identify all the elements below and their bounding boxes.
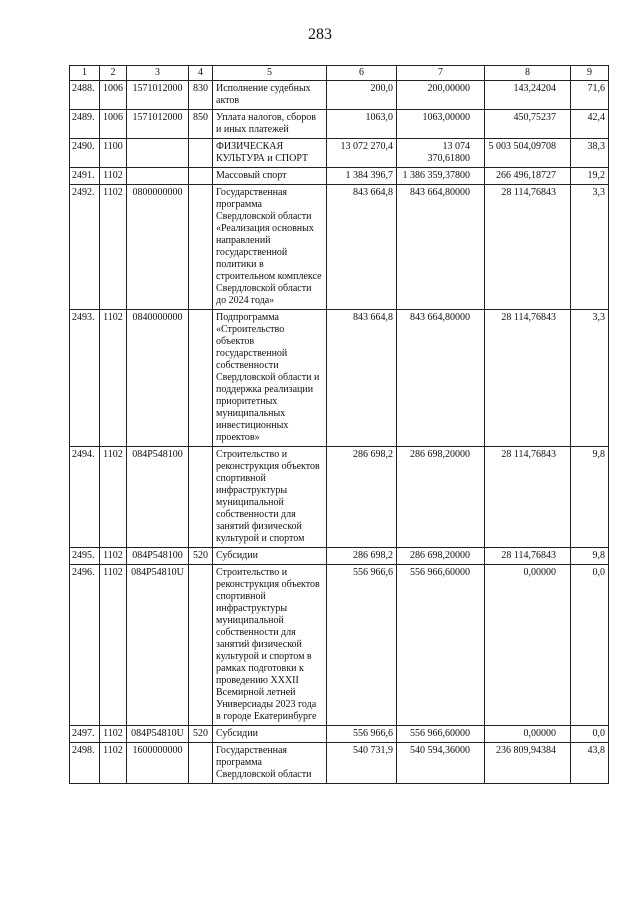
expense-type: 520 bbox=[189, 726, 213, 743]
table-row bbox=[70, 726, 609, 743]
executed-amount: 143,24204 bbox=[485, 81, 571, 110]
expense-type: 850 bbox=[189, 110, 213, 139]
expense-type bbox=[189, 743, 213, 784]
adjusted-amount: 200,00000 bbox=[397, 81, 485, 110]
expense-type bbox=[189, 565, 213, 726]
target-code: 1600000000 bbox=[127, 743, 189, 784]
execution-percent: 19,2 bbox=[571, 168, 609, 185]
planned-amount: 286 698,2 bbox=[327, 548, 397, 565]
item-name: Субсидии bbox=[213, 726, 327, 743]
section-code: 1102 bbox=[100, 726, 127, 743]
executed-amount: 266 496,18727 bbox=[485, 168, 571, 185]
table-row bbox=[70, 139, 609, 168]
adjusted-amount: 540 594,36000 bbox=[397, 743, 485, 784]
item-name: Исполнение судебных актов bbox=[213, 81, 327, 110]
row-number: 2495. bbox=[70, 548, 100, 565]
execution-percent: 3,3 bbox=[571, 185, 609, 310]
budget-table bbox=[69, 65, 609, 784]
target-code: 084P54810U bbox=[127, 726, 189, 743]
header-cell: 1 bbox=[70, 66, 100, 81]
adjusted-amount: 556 966,60000 bbox=[397, 726, 485, 743]
expense-type bbox=[189, 447, 213, 548]
planned-amount: 286 698,2 bbox=[327, 447, 397, 548]
adjusted-amount: 286 698,20000 bbox=[397, 447, 485, 548]
executed-amount: 28 114,76843 bbox=[485, 548, 571, 565]
header-row bbox=[70, 66, 609, 81]
row-number: 2491. bbox=[70, 168, 100, 185]
header-cell: 9 bbox=[571, 66, 609, 81]
header-cell: 8 bbox=[485, 66, 571, 81]
table-row bbox=[70, 110, 609, 139]
target-code: 1571012000 bbox=[127, 110, 189, 139]
table-row bbox=[70, 168, 609, 185]
target-code: 084P54810U bbox=[127, 565, 189, 726]
target-code: 1571012000 bbox=[127, 81, 189, 110]
table-row bbox=[70, 565, 609, 726]
execution-percent: 42,4 bbox=[571, 110, 609, 139]
adjusted-amount: 1063,00000 bbox=[397, 110, 485, 139]
row-number: 2497. bbox=[70, 726, 100, 743]
item-name: Государственная программа Свердловской области bbox=[213, 743, 327, 784]
planned-amount: 1063,0 bbox=[327, 110, 397, 139]
adjusted-amount: 843 664,80000 bbox=[397, 185, 485, 310]
section-code: 1102 bbox=[100, 565, 127, 726]
item-name: Строительство и реконструкция объектов спортивной инфраструктуры муниципальной собственности для занятий физической культурой и спортом bbox=[213, 447, 327, 548]
section-code: 1102 bbox=[100, 168, 127, 185]
executed-amount: 28 114,76843 bbox=[485, 447, 571, 548]
executed-amount: 236 809,94384 bbox=[485, 743, 571, 784]
planned-amount: 556 966,6 bbox=[327, 726, 397, 743]
target-code bbox=[127, 139, 189, 168]
executed-amount: 0,00000 bbox=[485, 726, 571, 743]
planned-amount: 1 384 396,7 bbox=[327, 168, 397, 185]
table-row bbox=[70, 310, 609, 447]
row-number: 2492. bbox=[70, 185, 100, 310]
section-code: 1100 bbox=[100, 139, 127, 168]
execution-percent: 38,3 bbox=[571, 139, 609, 168]
table-row bbox=[70, 447, 609, 548]
item-name: Уплата налогов, сборов и иных платежей bbox=[213, 110, 327, 139]
expense-type bbox=[189, 310, 213, 447]
target-code: 0840000000 bbox=[127, 310, 189, 447]
item-name: Строительство и реконструкция объектов спортивной инфраструктуры муниципальной собственности для занятий физической культурой и спортом в рамках подготовки к проведению XXXII Всемирной летней Универсиады 2023 года в городе Екатеринбурге bbox=[213, 565, 327, 726]
execution-percent: 9,8 bbox=[571, 548, 609, 565]
execution-percent: 0,0 bbox=[571, 726, 609, 743]
execution-percent: 71,6 bbox=[571, 81, 609, 110]
executed-amount: 28 114,76843 bbox=[485, 310, 571, 447]
execution-percent: 0,0 bbox=[571, 565, 609, 726]
section-code: 1102 bbox=[100, 548, 127, 565]
row-number: 2489. bbox=[70, 110, 100, 139]
section-code: 1102 bbox=[100, 310, 127, 447]
planned-amount: 200,0 bbox=[327, 81, 397, 110]
section-code: 1006 bbox=[100, 110, 127, 139]
table-row bbox=[70, 185, 609, 310]
table-row bbox=[70, 743, 609, 784]
section-code: 1102 bbox=[100, 185, 127, 310]
section-code: 1102 bbox=[100, 743, 127, 784]
row-number: 2493. bbox=[70, 310, 100, 447]
execution-percent: 43,8 bbox=[571, 743, 609, 784]
header-cell: 2 bbox=[100, 66, 127, 81]
planned-amount: 843 664,8 bbox=[327, 310, 397, 447]
target-code bbox=[127, 168, 189, 185]
header-cell: 6 bbox=[327, 66, 397, 81]
header-cell: 7 bbox=[397, 66, 485, 81]
item-name: Субсидии bbox=[213, 548, 327, 565]
expense-type bbox=[189, 139, 213, 168]
adjusted-amount: 13 074 370,61800 bbox=[397, 139, 485, 168]
planned-amount: 556 966,6 bbox=[327, 565, 397, 726]
section-code: 1102 bbox=[100, 447, 127, 548]
expense-type bbox=[189, 168, 213, 185]
executed-amount: 5 003 504,09708 bbox=[485, 139, 571, 168]
item-name: Подпрограмма «Строительство объектов государственной собственности Свердловской области и поддержка реализации приоритетных муниципальных инвестиционных проектов» bbox=[213, 310, 327, 447]
execution-percent: 9,8 bbox=[571, 447, 609, 548]
adjusted-amount: 1 386 359,37800 bbox=[397, 168, 485, 185]
executed-amount: 450,75237 bbox=[485, 110, 571, 139]
adjusted-amount: 556 966,60000 bbox=[397, 565, 485, 726]
target-code: 084P548100 bbox=[127, 548, 189, 565]
executed-amount: 0,00000 bbox=[485, 565, 571, 726]
planned-amount: 540 731,9 bbox=[327, 743, 397, 784]
table-row bbox=[70, 81, 609, 110]
item-name: Массовый спорт bbox=[213, 168, 327, 185]
item-name: Государственная программа Свердловской области «Реализация основных направлений государственной политики в строительном комплексе Свердловской области до 2024 года» bbox=[213, 185, 327, 310]
row-number: 2496. bbox=[70, 565, 100, 726]
target-code: 0800000000 bbox=[127, 185, 189, 310]
page-number: 283 bbox=[308, 26, 332, 43]
row-number: 2494. bbox=[70, 447, 100, 548]
executed-amount: 28 114,76843 bbox=[485, 185, 571, 310]
item-name: ФИЗИЧЕСКАЯ КУЛЬТУРА и СПОРТ bbox=[213, 139, 327, 168]
planned-amount: 13 072 270,4 bbox=[327, 139, 397, 168]
target-code: 084P548100 bbox=[127, 447, 189, 548]
planned-amount: 843 664,8 bbox=[327, 185, 397, 310]
header-cell: 4 bbox=[189, 66, 213, 81]
section-code: 1006 bbox=[100, 81, 127, 110]
execution-percent: 3,3 bbox=[571, 310, 609, 447]
expense-type bbox=[189, 185, 213, 310]
row-number: 2490. bbox=[70, 139, 100, 168]
table-row bbox=[70, 548, 609, 565]
row-number: 2498. bbox=[70, 743, 100, 784]
header-cell: 3 bbox=[127, 66, 189, 81]
expense-type: 830 bbox=[189, 81, 213, 110]
expense-type: 520 bbox=[189, 548, 213, 565]
adjusted-amount: 843 664,80000 bbox=[397, 310, 485, 447]
row-number: 2488. bbox=[70, 81, 100, 110]
adjusted-amount: 286 698,20000 bbox=[397, 548, 485, 565]
header-cell: 5 bbox=[213, 66, 327, 81]
